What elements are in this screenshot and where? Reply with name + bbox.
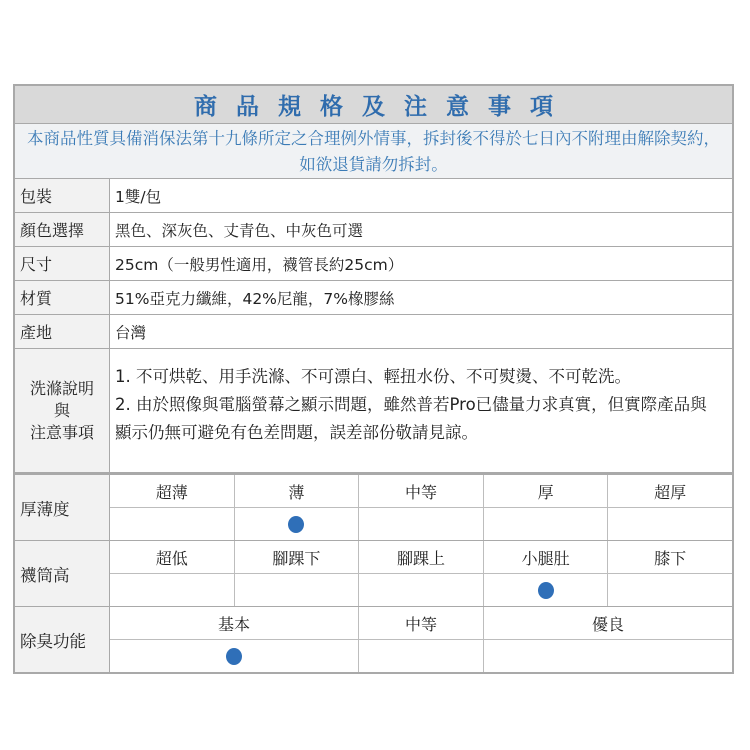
care-text <box>110 349 732 472</box>
spec-value: 黑色、深灰色、丈青色、中灰色可選 <box>115 221 364 240</box>
spec-value: 25cm（一般男性適用，襪管長約25cm） <box>115 255 404 274</box>
selected-dot-icon <box>538 582 554 599</box>
spec-row-colors <box>15 213 732 247</box>
rating-thickness <box>15 475 732 541</box>
rating-option: 超厚 <box>654 482 687 502</box>
care-label-line: 與 <box>53 400 70 420</box>
return-policy-notice: 本商品性質具備消保法第十九條所定之合理例外情事，拆封後不得於七日內不附理由解除契約，如欲退貨請勿拆封。 <box>15 124 732 179</box>
care-label <box>15 349 110 472</box>
rating-sock-height <box>15 541 732 607</box>
spec-value: 1雙/包 <box>115 187 162 206</box>
rating-option: 超低 <box>110 541 235 573</box>
rating-option: 腳踝下 <box>235 541 360 573</box>
rating-deodorant <box>15 607 732 672</box>
rating-option: 優良 <box>591 614 624 634</box>
spec-label: 材質 <box>15 281 110 314</box>
spec-row-packaging <box>15 179 732 213</box>
spec-label: 尺寸 <box>15 247 110 280</box>
page-title: 商品規格及注意事項 <box>15 86 732 124</box>
rating-option: 薄 <box>235 475 360 507</box>
rating-label: 厚薄度 <box>15 475 110 540</box>
rating-option: 基本 <box>110 607 359 639</box>
spec-row-material <box>15 281 732 315</box>
care-label-line: 注意事項 <box>29 422 94 442</box>
care-item-2: 2. 由於照像與電腦螢幕之顯示問題，雖然普若Pro已儘量力求真實，但實際產品與 顯示仍無可避免有色差問題，誤差部份敬請見諒。 <box>115 395 707 442</box>
rating-option: 腳踝上 <box>359 541 484 573</box>
spec-label: 顏色選擇 <box>15 213 110 246</box>
rating-label: 除臭功能 <box>15 607 110 672</box>
rating-option: 中等 <box>359 475 484 507</box>
rating-label: 襪筒高 <box>15 541 110 606</box>
rating-option: 膝下 <box>654 548 687 568</box>
rating-option: 超薄 <box>110 475 235 507</box>
rating-option: 厚 <box>484 475 609 507</box>
spec-row-size <box>15 247 732 281</box>
rating-option: 小腿肚 <box>484 541 609 573</box>
spec-label: 產地 <box>15 315 110 348</box>
spec-value: 台灣 <box>115 323 147 342</box>
selected-dot-icon <box>226 648 242 665</box>
care-item-1: 1. 不可烘乾、用手洗滌、不可漂白、輕扭水份、不可熨燙、不可乾洗。 <box>115 367 631 386</box>
care-label-line: 洗滌說明 <box>29 378 94 398</box>
spec-label: 包裝 <box>15 179 110 212</box>
spec-row-origin <box>15 315 732 349</box>
rating-option: 中等 <box>359 607 484 639</box>
selected-dot-icon <box>288 516 304 533</box>
spec-sheet <box>13 84 734 674</box>
care-instructions-row <box>15 349 732 475</box>
spec-value: 51%亞克力纖維，42%尼龍，7%橡膠絲 <box>115 289 395 308</box>
